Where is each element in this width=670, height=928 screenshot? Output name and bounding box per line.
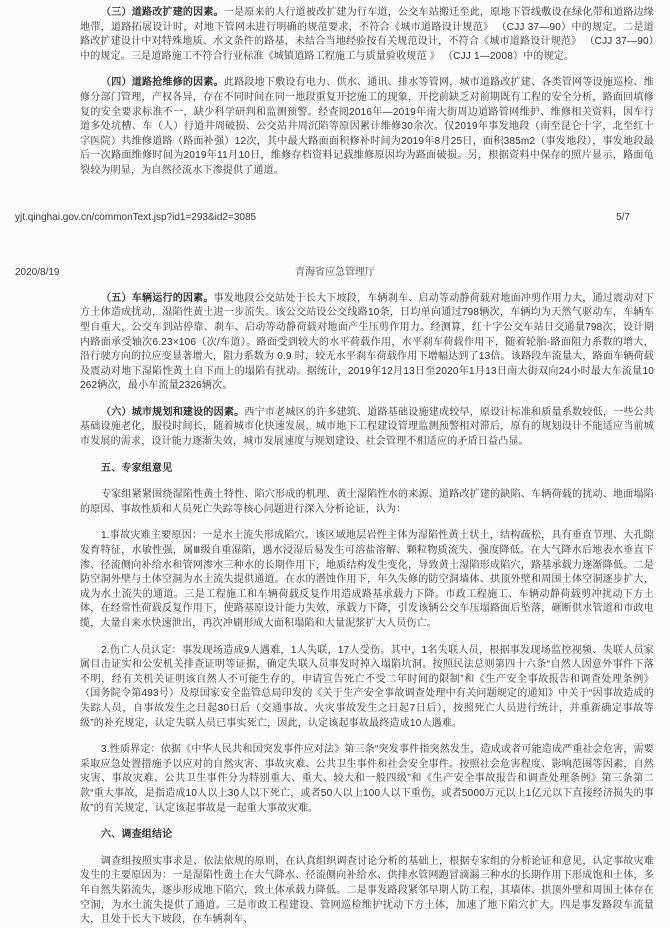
source-url: yjt.qinghai.gov.cn/commonText.jsp?id1=293&id2=3085 [15,211,257,223]
para-road-expansion-lead: （三）道路改扩建的因素。 [101,7,224,18]
section-heading-investigation-conclusion: 六、调查组结论 [101,829,173,841]
print-page-header [0,266,670,281]
para-road-repair-lead: （四）道路抢维修的因素。 [101,77,224,89]
para-expert-intro: 专家组紧紧围绕湿陷性黄土特性、陷穴形成的机理、黄土湿陷性水的来源、道路改扩建的缺陷、车辆荷载的扰动、地面塌陷的原因、事故性质和人员死亡失踪等核心问题进行深入分析论证，认为： [80,489,654,515]
para-urban-planning-lead: （六）城市规划和建设的因素。 [101,406,245,418]
para-road-repair-text: 此路段地下敷设有电力、供水、通讯、排水等管网，城市道路改扩建、各类管网等设施巡检、维修分部门管理，产权各异，存在不同时间在同一地段重复开挖施工的现象，开挖前缺乏对前期既有工程的安全分析，路面回填修复的安全要求标准不一，缺少科学研判和监测预警。经查阅2016年—2019年南大街周边道路管网维护、维修相关资料，因车行道多处坑槽、车（人）行道井周破损、公交站井周沉陷等原因累计维修30余次。仅2019年事发地段（南至昆仑十字，北至红十字医院）共维修道路（路面补强）12次，其中最大路面面积修补时间为2019年8月25日，面积385m2（事发地段），事发地段最后一次路面维修时间为2019年11月10日，维修存档资料记载维修原因均为路面破损。另，根据资料中保存的照片显示，路面龟裂较为明显，为自然径流水下渗提供了通道。 [80,77,654,176]
page5-body-text [80,6,654,179]
print-date: 2020/8/19 [15,267,60,279]
document-org-title: 青海省应急管理厅 [295,267,375,279]
para-vehicle-operation-factors [80,292,654,394]
para-road-repair-factors [80,76,654,178]
para-road-expansion-factors [80,6,654,64]
para-item3-nature-definition: 3.性质界定：依据《中华人民共和国突发事件应对法》第三条“突发事件指突然发生，造成或者可能造成严重社会危害，需要采取应急处置措施予以应对的自然灾害、事故灾难、公共卫生事件和社会安全事件。按照社会危害程度、影响范围等因素，自然灾害、事故灾难、公共卫生事件分为特别重大、重大、较大和一般四级”和《生产安全事故报告和调查处理条例》第三条第二款“重大事故，是指造成10人以上30人以下死亡，或者50人以上100人以下重伤，或者5000万元以上1亿元以下直接经济损失的事故”的有关规定，认定该起事故是一起重大事故灾难。 [80,744,654,814]
para-urban-planning-text: 西宁市老城区的许多建筑、道路基础设施建成较早，原设计标准和质量系数较低，一些公共基础设施老化，服役时间长，随着城市化快速发展，城市地下工程建设管理监测预警相对滞后，原有的规划设计不能适应当前城市发展的需求，设计能力逐渐失效，城市发展速度与规划建设、社会管理不相适应的矛盾日益凸显。 [80,406,654,448]
page6-body-text [80,292,654,928]
print-page-footer [0,211,670,226]
para-urban-planning-factors [80,406,654,450]
section-heading-expert-opinion: 五、专家组意见 [101,462,173,474]
para-item2-casualty-determination: 2.伤亡人员认定：事发现场造成9人遇难，1人失联，17人受伤。其中，1名失联人员，根据事发现场监控视频、失联人员家属目击证实和公安机关排查证明等证据，确定失联人员事发时掉入塌陷坑洞。按照民法总则第四十六条“自然人因意外事件下落不明，经有关机关证明该自然人不可能生存的，申请宣告死亡不受二年时间的限制”和《生产安全事故报告和调查处理条例》 （国务院令第493号）及原国家安全监管总局印发的《关于生产安全事故调查处理中有关问题规定的通知》中关于“因事故造成的失踪人员，自事故发生之日起30日后（交通事故、火灾事故发生之日起7日后），按照死亡人员进行统计，并重新确定事故等级”的补充规定，认定失联人员已事实死亡，因此，认定该起事故最终造成10人遇难。 [80,644,654,729]
para-vehicle-operation-lead: （五）车辆运行的因素。 [101,292,214,304]
para-item1-main-causes: 1.事故灾难主要原因：一是水土流失形成陷穴。该区域地层岩性主体为湿陷性黄土状土，结构疏松，具有垂直节理、大孔隙发育特征，水敏性强，属Ⅲ级自重湿陷，遇水浸湿后易发生可溶盐溶解、颗粒物质流失、强度降低。在大气降水后地表水垂直下渗、径流侧向补给水和管网渗水三种水的长期作用下，地质结构发生变化，导致黄土湿陷形成陷穴，路基承载力逐渐降低。二是防空洞外壁与土体空洞为水土流失提供通道。在水的潜蚀作用下，年久失修的防空洞墙体、拱顶外壁和周围土体空洞逐步扩大，成为水土流失的通道。三是工程施工和车辆荷载反复作用造成路基承载力下降。市政工程施工、车辆动静荷载剪冲扰动下方土体，在经常性荷载反复作用下，使路基原设计能力失效，承载力下降，引发该辆公交车压塌路面后坠落，砸断供水管道和市政电缆，大量自来水快速泄出，再次冲刷形成大面积塌陷和大量泥浆扩大人员伤亡。 [80,530,654,629]
para-conclusion: 调查组按照实事求是、依法依规的原则，在认真组织调查讨论分析的基础上，根据专家组的分析论证和意见，认定事故灾难发生的主要原因为：一是湿陷性黄土在大气降水、径流侧向补给水、供排水管网跑冒滴漏三种水的长期作用下形成饱和土体，多年自然失陷流失，逐步形成地下陷穴，致土体承载力降低。二是事发路段紧邻早期人防工程，其墙体、拱顶外壁和周围土体存在空洞，为水土流失提供了通道。三是市政工程建设、管网巡检维护扰动下方土体，加速了地下陷穴扩大。四是事发路段车流量大，且处于长大下坡段，在车辆刹车、 [80,855,654,926]
para-vehicle-operation-text: 事发地段公交站处于长大下坡段，车辆刹车、启动等动静荷载对地面冲剪作用力大，通过震动对下方土体造成扰动，湿陷性黄土进一步流失。该公交站设公交线路10条，日均单向通过798辆次，车辆均为天然气驱动车，车辆车型自重大，公交车到站停靠、刹车、启动等动静荷载对地面产生压剪作用力。经测算，红十字公交车站日交通量798次，设计期内路面承受轴次6.23×106（次/车道）。路面受到较大的水平荷载作用，水平刹车荷载作用下，随着轮胎-路面阻力系数的增大，沿行驶方向的拉应变显著增大，阻力系数为 0.9 时，较无水平刹车荷载作用下增幅达到了13倍。该路段车流量大，路面车辆荷载及震动对地下湿陷性黄土自下而上的塌陷有扰动。据统计，2019年12月13日至2020年1月13日南大街双向24小时最大车流量10262辆次，最小车流量2326辆次。 [80,292,654,392]
para-road-expansion-text: 一是原来的人行道被改扩建为行车道，公交车站搬迁至此，原地下管线敷设在绿化带和道路边缘地带，道路拓展设计时，对地下管网未进行明确的规范要求，不符合《城市道路设计规范》 （CJJ 37—90）中的规定。二是道路改扩建设计中对特殊地质、水文条件的路基，未结合当地经验按有关规范设计，不符合《城市道路设计规范》 （CJJ 37—90）中的规定。三是道路施工不符合行业标准《城镇道路工程施工与质量验收规范 》 （CJJ 1—2008）中的规定。 [80,7,654,62]
page-number-indicator: 5/7 [616,211,630,223]
